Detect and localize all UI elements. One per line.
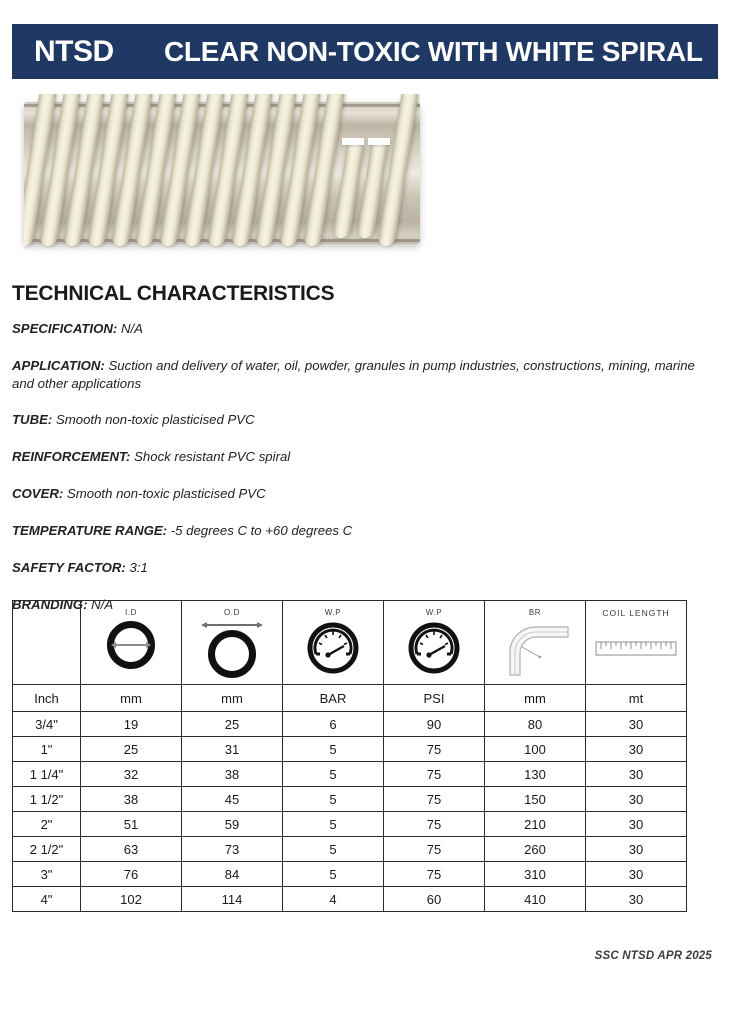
cell-od: 84 bbox=[182, 862, 283, 887]
spec-value: Suction and delivery of water, oil, powder, granules in pump industries, constructions, mining, marine and other applications bbox=[12, 357, 695, 391]
cell-wp-bar: 5 bbox=[283, 737, 384, 762]
spec-label: TUBE: bbox=[12, 412, 53, 428]
icon-cell-coil-length bbox=[586, 601, 687, 685]
cell-br: 80 bbox=[485, 712, 586, 737]
cell-wp-psi: 75 bbox=[384, 812, 485, 837]
cell-od: 45 bbox=[182, 787, 283, 812]
page-header bbox=[12, 24, 718, 79]
cell-coil-length: 30 bbox=[586, 812, 687, 837]
table-row bbox=[13, 762, 687, 787]
unit-cell: mm bbox=[485, 685, 586, 712]
cell-wp-bar: 5 bbox=[283, 762, 384, 787]
cell-wp-bar: 4 bbox=[283, 887, 384, 912]
spec-row-reinforcement bbox=[12, 448, 712, 466]
cell-br: 410 bbox=[485, 887, 586, 912]
icon-cell-working-pressure-psi bbox=[384, 601, 485, 685]
spec-label: SPECIFICATION: bbox=[12, 321, 118, 336]
cell-wp-bar: 5 bbox=[283, 787, 384, 812]
cell-od: 73 bbox=[182, 837, 283, 862]
cell-size: 1 1/2" bbox=[13, 787, 81, 812]
cell-coil-length: 30 bbox=[586, 862, 687, 887]
product-image bbox=[14, 90, 430, 255]
cell-coil-length: 30 bbox=[586, 737, 687, 762]
cell-coil-length: 30 bbox=[586, 712, 687, 737]
icon-caption: COIL LENGTH bbox=[602, 608, 670, 618]
cell-br: 210 bbox=[485, 812, 586, 837]
cell-od: 59 bbox=[182, 812, 283, 837]
table-row bbox=[13, 812, 687, 837]
hose-spiral-graphic bbox=[24, 94, 420, 252]
unit-cell: mt bbox=[586, 685, 687, 712]
unit-cell: Inch bbox=[13, 685, 81, 712]
cell-wp-psi: 75 bbox=[384, 837, 485, 862]
cell-size: 3/4" bbox=[13, 712, 81, 737]
icon-cell-bend-radius bbox=[485, 601, 586, 685]
cell-size: 1 1/4" bbox=[13, 762, 81, 787]
unit-cell: mm bbox=[182, 685, 283, 712]
cell-wp-psi: 90 bbox=[384, 712, 485, 737]
cell-wp-bar: 5 bbox=[283, 837, 384, 862]
cell-od: 31 bbox=[182, 737, 283, 762]
pressure-gauge-icon bbox=[306, 621, 360, 675]
cell-size: 2 1/2" bbox=[13, 837, 81, 862]
spec-value: -5 degrees C to +60 degrees C bbox=[170, 522, 353, 538]
icon-cell-working-pressure-bar bbox=[283, 601, 384, 685]
cell-size: 1" bbox=[13, 737, 81, 762]
unit-cell: BAR bbox=[283, 685, 384, 712]
table-units-row bbox=[13, 685, 687, 712]
spec-value: Smooth non-toxic plasticised PVC bbox=[66, 486, 266, 502]
spec-label: SAFETY FACTOR: bbox=[12, 559, 126, 575]
icon-caption: O.D bbox=[223, 608, 241, 617]
pressure-gauge-icon bbox=[407, 621, 461, 675]
cell-coil-length: 30 bbox=[586, 837, 687, 862]
cell-coil-length: 30 bbox=[586, 762, 687, 787]
cell-od: 114 bbox=[182, 887, 283, 912]
table-row bbox=[13, 887, 687, 912]
spec-value: 3:1 bbox=[129, 559, 148, 575]
icon-caption: I.D bbox=[124, 608, 138, 617]
table-row bbox=[13, 737, 687, 762]
cell-wp-bar: 5 bbox=[283, 812, 384, 837]
bend-radius-pipe-icon bbox=[498, 621, 572, 677]
cell-wp-bar: 5 bbox=[283, 862, 384, 887]
spec-label: TEMPERATURE RANGE: bbox=[12, 522, 168, 538]
cell-id: 25 bbox=[81, 737, 182, 762]
spec-value: N/A bbox=[91, 596, 114, 612]
unit-cell: PSI bbox=[384, 685, 485, 712]
spec-value: Shock resistant PVC spiral bbox=[134, 449, 291, 465]
unit-cell: mm bbox=[81, 685, 182, 712]
spec-row-temperature-range bbox=[12, 522, 712, 540]
spec-row-safety-factor bbox=[12, 559, 712, 577]
spec-row-application bbox=[12, 357, 712, 393]
spec-label: REINFORCEMENT: bbox=[12, 449, 131, 465]
icon-caption: W.P bbox=[324, 608, 342, 617]
cell-wp-psi: 75 bbox=[384, 787, 485, 812]
icon-cell-blank bbox=[13, 601, 81, 685]
cell-wp-bar: 6 bbox=[283, 712, 384, 737]
spec-row-cover bbox=[12, 485, 712, 503]
cell-od: 25 bbox=[182, 712, 283, 737]
cell-id: 102 bbox=[81, 887, 182, 912]
page-title: CLEAR NON-TOXIC WITH WHITE SPIRAL bbox=[164, 35, 703, 67]
spec-value: N/A bbox=[120, 321, 143, 336]
cell-size: 4" bbox=[13, 887, 81, 912]
cell-id: 51 bbox=[81, 812, 182, 837]
icon-cell-inner-diameter bbox=[81, 601, 182, 685]
spec-value: Smooth non-toxic plasticised PVC bbox=[55, 412, 255, 428]
inner-diameter-ring-icon bbox=[107, 621, 155, 669]
specification-list bbox=[12, 320, 712, 632]
table-row bbox=[13, 862, 687, 887]
icon-caption: BR bbox=[528, 608, 542, 617]
footer-reference: SSC NTSD APR 2025 bbox=[594, 950, 712, 962]
section-heading: TECHNICAL CHARACTERISTICS bbox=[12, 282, 335, 305]
icon-cell-outer-diameter bbox=[182, 601, 283, 685]
cell-id: 38 bbox=[81, 787, 182, 812]
cell-wp-psi: 75 bbox=[384, 737, 485, 762]
specification-table bbox=[12, 600, 687, 912]
table-row bbox=[13, 837, 687, 862]
cell-wp-psi: 60 bbox=[384, 887, 485, 912]
outer-diameter-arrow-icon bbox=[201, 621, 263, 628]
spec-row-specification bbox=[12, 320, 712, 338]
brand-label: NTSD bbox=[34, 34, 114, 68]
cell-br: 150 bbox=[485, 787, 586, 812]
cell-coil-length: 30 bbox=[586, 787, 687, 812]
spec-label: APPLICATION: bbox=[12, 357, 105, 373]
cell-size: 2" bbox=[13, 812, 81, 837]
cell-id: 32 bbox=[81, 762, 182, 787]
table-row bbox=[13, 712, 687, 737]
table-icon-header-row bbox=[13, 601, 687, 685]
cell-br: 260 bbox=[485, 837, 586, 862]
spec-label: BRANDING: bbox=[12, 596, 88, 612]
cell-size: 3" bbox=[13, 862, 81, 887]
cell-id: 76 bbox=[81, 862, 182, 887]
cell-br: 130 bbox=[485, 762, 586, 787]
cell-br: 100 bbox=[485, 737, 586, 762]
cell-id: 19 bbox=[81, 712, 182, 737]
cell-id: 63 bbox=[81, 837, 182, 862]
icon-caption: W.P bbox=[425, 608, 443, 617]
spec-row-tube bbox=[12, 411, 712, 429]
spec-label: COVER: bbox=[12, 486, 64, 502]
outer-diameter-ring-icon bbox=[208, 630, 256, 678]
cell-wp-psi: 75 bbox=[384, 762, 485, 787]
ruler-icon bbox=[592, 622, 680, 670]
cell-od: 38 bbox=[182, 762, 283, 787]
cell-br: 310 bbox=[485, 862, 586, 887]
table-row bbox=[13, 787, 687, 812]
cell-coil-length: 30 bbox=[586, 887, 687, 912]
cell-wp-psi: 75 bbox=[384, 862, 485, 887]
